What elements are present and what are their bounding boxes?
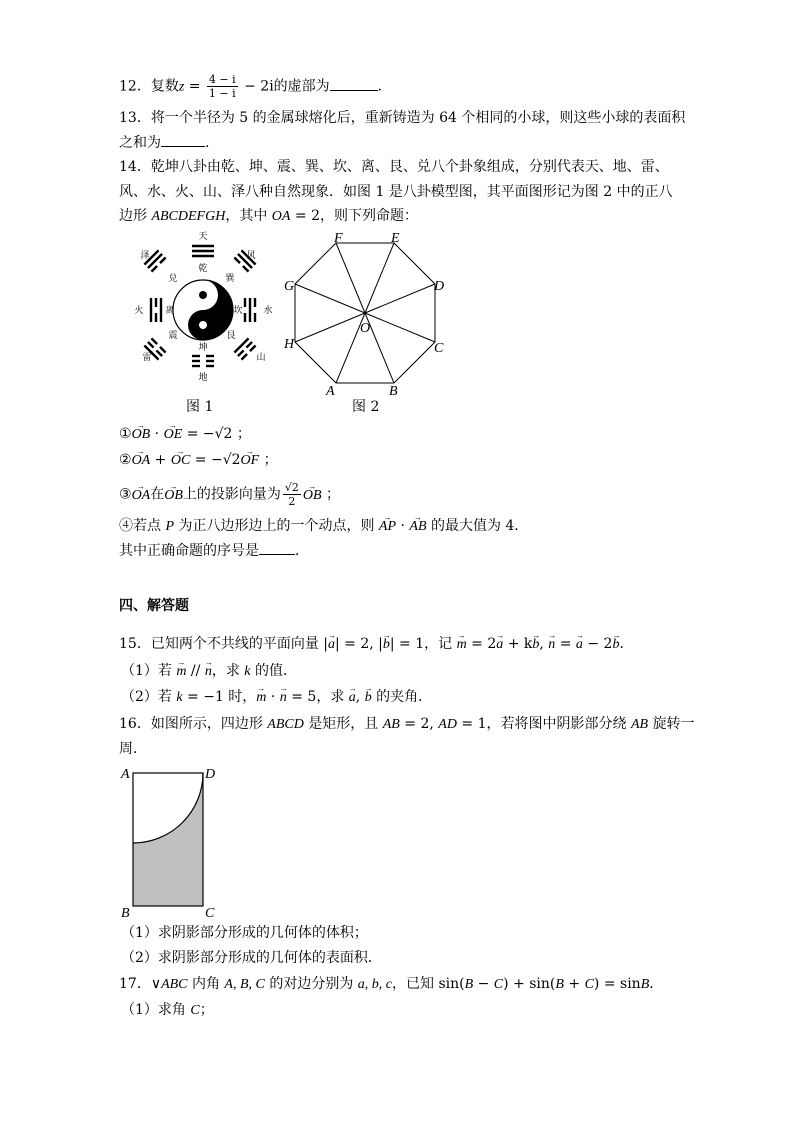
vertex-C: C [434, 341, 444, 356]
label-tian: 天 [198, 231, 208, 241]
q15-sub1: （1）若 → m // → n，求 k 的值． [121, 661, 297, 682]
answer-blank[interactable] [161, 132, 205, 147]
label-li: 离 [165, 305, 175, 315]
label-kun: 坤 [198, 342, 208, 352]
vertex-B: B [389, 384, 398, 398]
label-lei: 雷 [142, 352, 152, 362]
q14-line3: 边形 ABCDEFGH，其中 OA = 2，则下列命题： [119, 208, 419, 224]
trigram-qian [192, 246, 214, 256]
label-qian: 乾 [198, 263, 208, 273]
label-shui: 水 [263, 305, 273, 315]
q14-conclusion: 其中正确命题的序号是 ． [119, 540, 309, 561]
q15-line1: 15．已知两个不共线的平面向量 |→ a| = 2, |→ b| = 1，记 → m = 2→ a + k→ b, → n = → a − 2→ b． [119, 634, 633, 655]
label-shan: 山 [256, 352, 266, 362]
answer-blank[interactable] [330, 76, 378, 91]
octagon-figure [282, 228, 452, 398]
label-huo: 火 [134, 305, 144, 315]
bagua-figure [133, 228, 273, 388]
q13-line1: 13．将一个半径为 5 的金属球熔化后，重新铸造为 64 个相同的小球，则这些小球的表面积 [119, 110, 686, 126]
trigram-kan [245, 298, 255, 322]
section-heading: 四、解答题 [119, 598, 189, 614]
vertex-C: C [205, 906, 215, 918]
q12-line: 12．复数z = $\frac{4 - i}{1 - i}$ − 2i的虚部为 . [119, 73, 383, 100]
label-dui: 兑 [168, 273, 178, 283]
fraction: $\frac{√2}{2}$ [284, 481, 299, 508]
vertex-G: G [284, 279, 295, 294]
label-zhen: 震 [168, 330, 178, 340]
q14-line1: 14．乾坤八卦由乾、坤、震、巽、坎、离、艮、兑八个卦象组成，分别代表天、地、雷、 [119, 159, 669, 175]
center-O: O [360, 321, 371, 336]
q17-sub1: （1）求角 C； [121, 1002, 214, 1018]
q15-sub2: （2）若 k = −1 时，→ m · → n = 5，求 → a, → b 的夹角． [121, 687, 432, 708]
vertex-H: H [284, 337, 295, 352]
proposition-3: ③→ OA在→ OB上的投影向量为 $\frac{√2}{2}$ → OB ； [119, 481, 340, 508]
figure1-caption: 图 1 [186, 399, 214, 415]
label-kan: 坎 [233, 305, 243, 315]
shaded-region [133, 773, 203, 906]
answer-blank[interactable] [259, 540, 295, 555]
vertex-D: D [434, 279, 445, 294]
label-di: 地 [198, 372, 208, 382]
figure2-caption: 图 2 [352, 399, 380, 415]
label-feng: 风 [246, 250, 256, 260]
q17-line1: 17．∨ABC 内角 A, B, C 的对边分别为 a, b, c，已知 sin(B − C) + sin(B + C) = sinB． [119, 976, 664, 992]
vertex-A: A [326, 384, 335, 398]
proposition-1: ①→ OB · → OE = −√2 ； [119, 424, 251, 445]
label-ze: 泽 [140, 250, 150, 260]
q16-sub2: （2）求阴影部分形成的几何体的表面积． [121, 950, 382, 966]
fraction: $\frac{4 - i}{1 - i}$ [208, 73, 236, 100]
vertex-F: F [334, 231, 343, 246]
vertex-B: B [121, 906, 130, 918]
q16-line1: 16．如图所示，四边形 ABCD 是矩形，且 AB = 2, AD = 1，若将图中阴影部分绕 AB 旋转一 [119, 716, 695, 732]
taiji-symbol [173, 280, 236, 340]
q14-line2: 风、水、火、山、泽八种自然现象．如图 1 是八卦模型图，其平面图形记为图 2 中的正八 [119, 184, 673, 200]
q16-line2: 周． [119, 741, 147, 757]
rectangle-figure [118, 763, 228, 918]
proposition-2: ②→ OA + → OC = −√2→ OF ； [119, 450, 278, 471]
label-xun: 巽 [225, 273, 235, 283]
trigram-gen [234, 338, 255, 359]
vertex-A: A [121, 767, 130, 782]
trigram-li [151, 298, 161, 322]
proposition-4: ④若点 P 为正八边形边上的一个动点，则 → AP · → AB 的最大值为 4． [119, 516, 528, 537]
trigram-kun [192, 356, 214, 366]
vertex-E: E [391, 231, 400, 246]
q13-line2: 之和为 . [119, 132, 209, 153]
q16-sub1: （1）求阴影部分形成的几何体的体积； [121, 925, 368, 941]
label-gen: 艮 [226, 330, 236, 340]
vertex-D: D [205, 767, 216, 782]
